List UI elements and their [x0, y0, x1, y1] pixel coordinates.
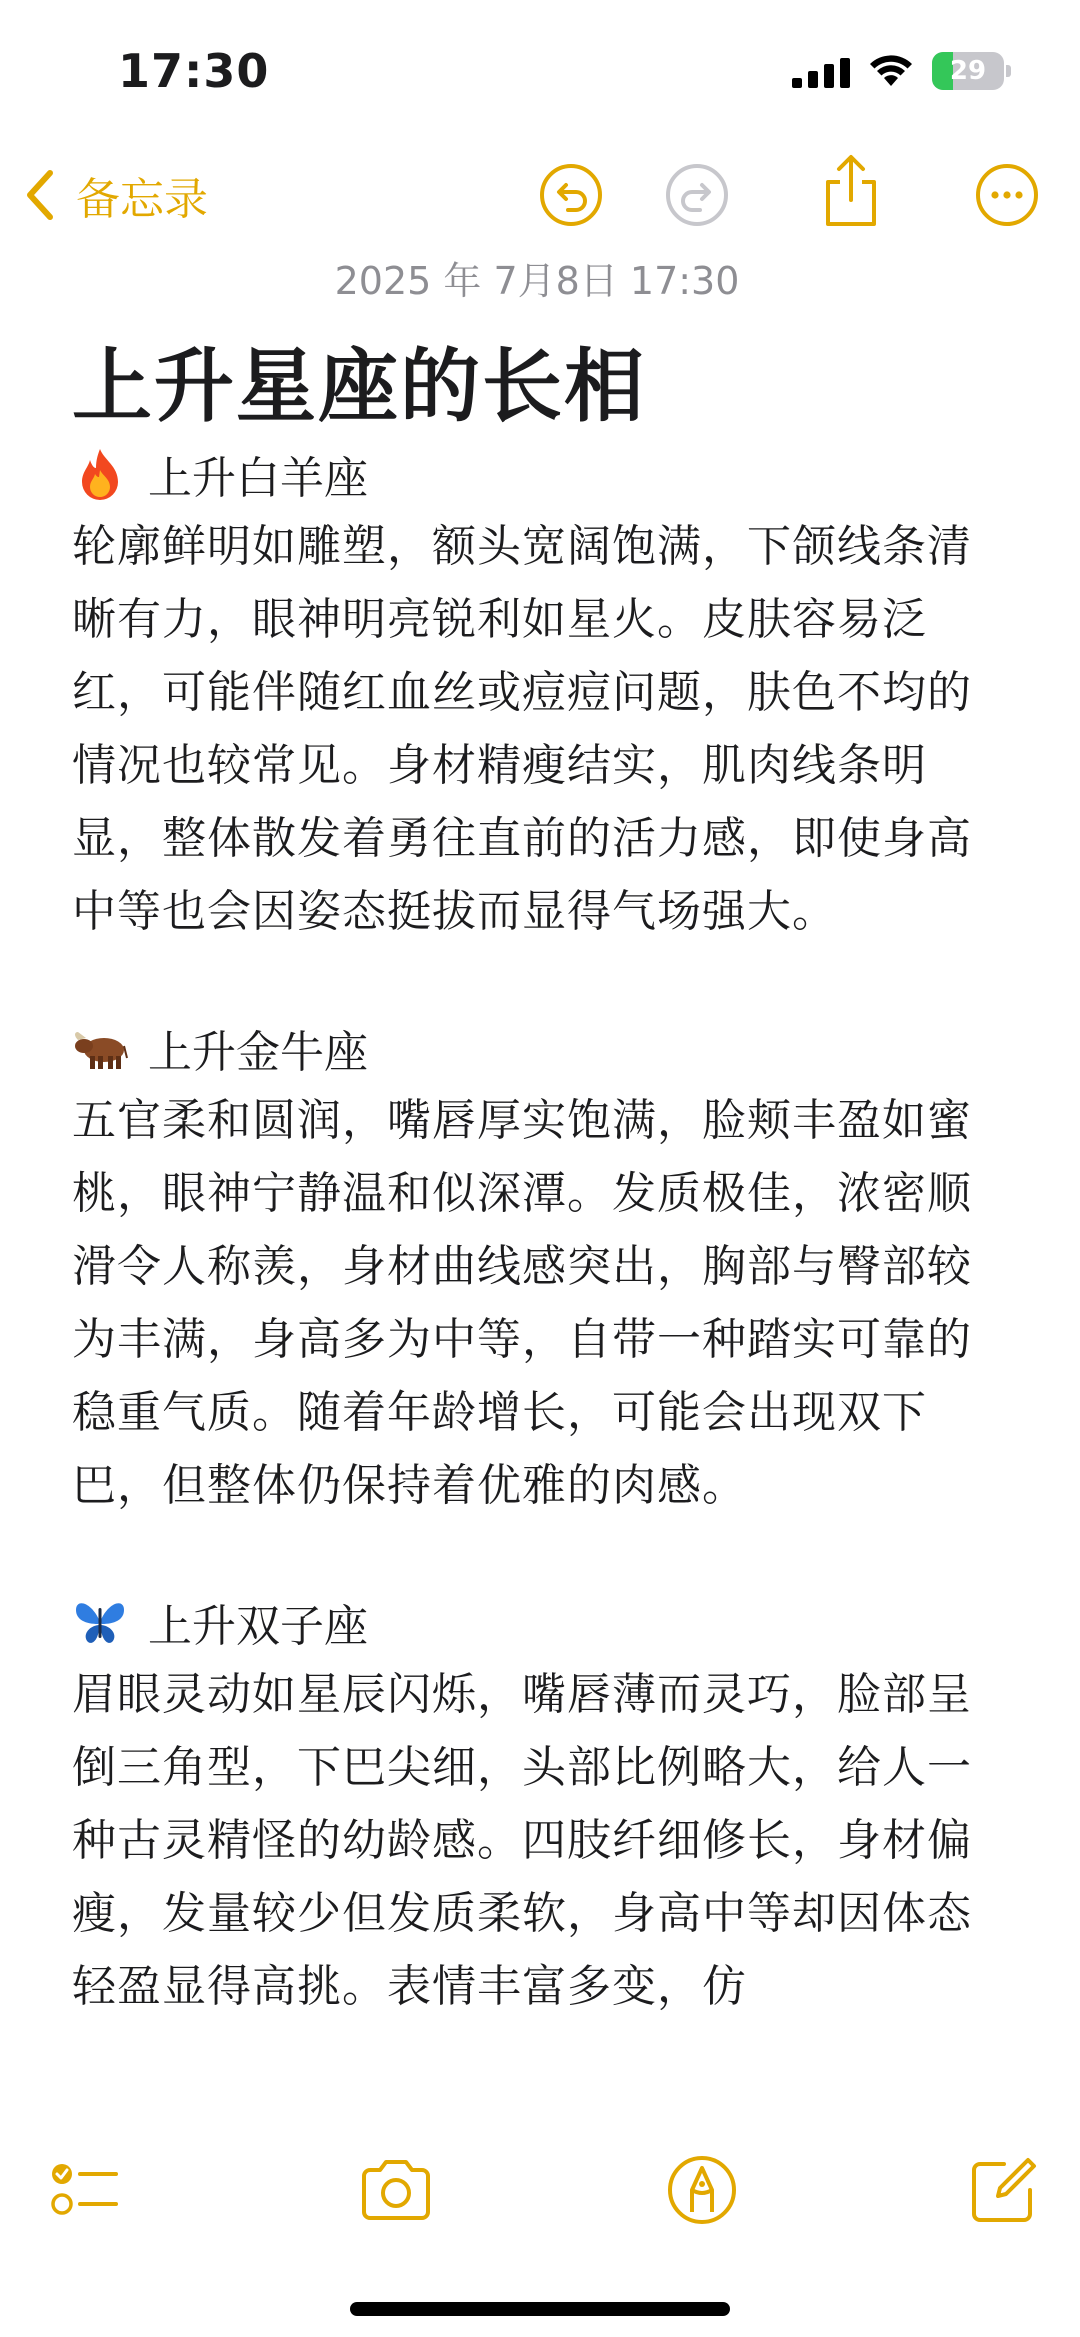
note-section[interactable] [72, 1586, 1002, 2023]
section-heading [72, 1012, 1002, 1084]
note-section[interactable] [72, 438, 1002, 948]
compose-button[interactable] [964, 2150, 1044, 2230]
back-button-label: 备忘录 [76, 174, 208, 225]
chevron-left-icon [22, 167, 58, 223]
cellular-signal-icon [792, 58, 850, 88]
section-body: 眉眼灵动如星辰闪烁，嘴唇薄而灵巧，脸部呈倒三角型，下巴尖细，头部比例略大，给人一种古灵精怪的幼龄感。四肢纤细修长，身材偏瘦，发量较少但发质柔软，身高中等却因体态轻盈显得高挑。表情丰富多变，仿 [72, 1669, 972, 2012]
note-sections [72, 438, 1002, 2087]
redo-button[interactable] [664, 162, 730, 228]
checklist-button[interactable] [46, 2150, 126, 2230]
battery-level-text: 29 [949, 56, 987, 86]
status-bar [0, 0, 1080, 140]
checklist-icon [46, 2150, 126, 2230]
camera-icon [356, 2150, 436, 2230]
butterfly-icon [72, 1594, 128, 1650]
share-button[interactable] [820, 154, 882, 228]
back-button[interactable] [22, 160, 208, 230]
status-time: 17:30 [118, 44, 270, 98]
note-section[interactable] [72, 1012, 1002, 1522]
more-icon [974, 162, 1040, 228]
redo-icon [664, 162, 730, 228]
compose-icon [964, 2150, 1044, 2230]
section-heading-text: 上升金牛座 [148, 1027, 368, 1078]
section-heading-text: 上升白羊座 [148, 453, 368, 504]
home-indicator[interactable] [350, 2302, 730, 2316]
wifi-icon [868, 52, 914, 88]
markup-icon [662, 2150, 742, 2230]
note-date: 2025 年 7月8日 17:30 [334, 259, 740, 303]
undo-icon [538, 162, 604, 228]
ox-icon [72, 1020, 128, 1076]
section-body: 轮廓鲜明如雕塑，额头宽阔饱满，下颌线条清晰有力，眼神明亮锐利如星火。皮肤容易泛红，可能伴随红血丝或痘痘问题，肤色不均的情况也较常见。身材精瘦结实，肌肉线条明显，整体散发着勇往直前的活力感，即使身高中等也会因姿态挺拔而显得气场强大。 [72, 521, 972, 937]
share-icon [820, 154, 882, 228]
note-nav-bar [0, 150, 1080, 240]
fire-icon [72, 446, 128, 502]
section-heading [72, 438, 1002, 510]
section-heading [72, 1586, 1002, 1658]
section-body: 五官柔和圆润，嘴唇厚实饱满，脸颊丰盈如蜜桃，眼神宁静温和似深潭。发质极佳，浓密顺滑令人称羡，身材曲线感突出，胸部与臀部较为丰满，身高多为中等，自带一种踏实可靠的稳重气质。随着年龄增长，可能会出现双下巴，但整体仍保持着优雅的肉感。 [72, 1095, 972, 1511]
camera-button[interactable] [356, 2150, 436, 2230]
undo-button[interactable] [538, 162, 604, 228]
more-button[interactable] [974, 162, 1040, 228]
battery-charging-icon [932, 52, 1012, 90]
markup-button[interactable] [662, 2150, 742, 2230]
note-title[interactable]: 上升星座的长相 [72, 340, 646, 433]
section-heading-text: 上升双子座 [148, 1601, 368, 1652]
bottom-toolbar [0, 2150, 1080, 2250]
